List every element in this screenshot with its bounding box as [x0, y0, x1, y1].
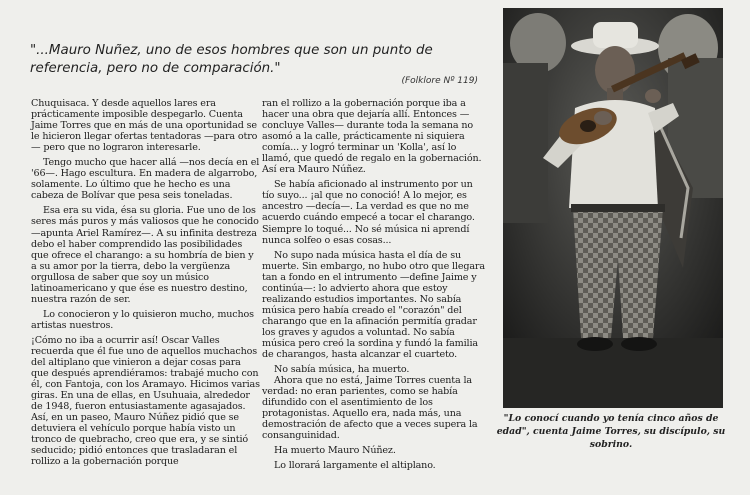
paragraph: Lo llorará largamente el altiplano. [274, 460, 436, 472]
paragraph: Se había aficionado al instrumento por un tío suyo... ¡al que no conoció! A lo mejor, es ancestro —decía—. La verdad es que no me acuerdo cuándo empecé a tocar el charango. Siempre lo toqué... No sé música ni aprendí nunca solfeo o esas cosas... [262, 179, 475, 246]
paragraph: ¡Cómo no iba a ocurrir así! Oscar Valles recuerda que él fue uno de aquellos muchachos del altiplano que vinieron a dejar cosas para que después aprendiéramos: trabajé mucho con él, con Fantoja, con los Aramayo. Hicimos varias giras. En una de ellas, en Usuhuaia, alrededor de 1948, fueron entusiastamente agasajados. Así, en un paseo, Mauro Núñez pidió que se detuviera el vehículo porque había visto un tronco de quebracho, creo que era, y se sintió seducido; pidió entonces que trasladaran el rollizo a la gobernación porque [31, 334, 260, 468]
paragraph: Ahora que no está, Jaime Torres cuenta la verdad: no eran parientes, como se había difundido con el asentimiento de los protagonistas. Aquello era, nada más, una demostración de afecto que a veces supera la consanguinidad. [262, 375, 478, 442]
paragraph: Esa era su vida, ésa su gloria. Fue uno de los seres más puros y más valiosos que he conocido —apunta Ariel Ramírez—. A su infinita destreza debo el haber comprendido las posibilidades que ofrece el charango: a su hombría de bien y a su amor por la tierra, debo la vergüenza orgullosa de saber que soy un músico latinoamericano y que ése es nuestro destino, nuestra razón de ser. [31, 205, 259, 305]
musician-photo-illustration [503, 8, 723, 408]
paragraph: Tengo mucho que hacer allá —nos decía en el '66—. Hago escultura. En madera de algarrobo, solamente. Lo último que he hecho es una cabeza de Bolívar que pesa seis toneladas. [31, 157, 260, 202]
article-column-2 [262, 98, 486, 472]
paragraph: No sabía música, ha muerto. [274, 364, 410, 376]
quote-source: (Folklore Nº 119) [401, 76, 478, 86]
article-column-1 [31, 98, 261, 468]
paragraph: Ha muerto Mauro Núñez. [274, 445, 396, 457]
photo-caption: "Lo conocí cuando yo tenía cinco años de edad", cuenta Jaime Torres, su discípulo, su sobrino. [496, 413, 726, 450]
pull-quote: "...Mauro Nuñez, uno de esos hombres que son un punto de referencia, pero no de comparación." [30, 43, 433, 76]
paragraph: Chuquisaca. Y desde aquellos lares era prácticamente imposible despegarlo. Cuenta Jaime Torres que en más de una oportunidad se le hicieron llegar ofertas tentadoras —para otro— pero que no lograron interesarle. [31, 98, 258, 154]
paragraph: Lo conocieron y lo quisieron mucho, muchos artistas nuestros. [31, 308, 254, 331]
paragraph: ran el rollizo a la gobernación porque iba a hacer una obra que dejaría allí. Entonces —concluye Valles— durante toda la semana no asomó a la calle, prácticamente ni siquiera comía... y logró terminar un 'Kolla', así lo llamó, que quedó de regalo en la gobernación. Así era Mauro Núñez. [262, 98, 482, 176]
photograph [503, 8, 723, 408]
paragraph: No supo nada música hasta el día de su muerte. Sin embargo, no hubo otro que llegara tan a fondo en el intrumento —define Jaime y continúa—: lo advierto ahora que estoy realizando estudios importantes. No sabía música pero había creado el "corazón" del charango que en la afinación permitía gradar los graves y agudos a voluntad. No sabía música pero creó la sordina y fundó la familia de charangos, hasta alcanzar el cuarteto. [262, 249, 485, 361]
